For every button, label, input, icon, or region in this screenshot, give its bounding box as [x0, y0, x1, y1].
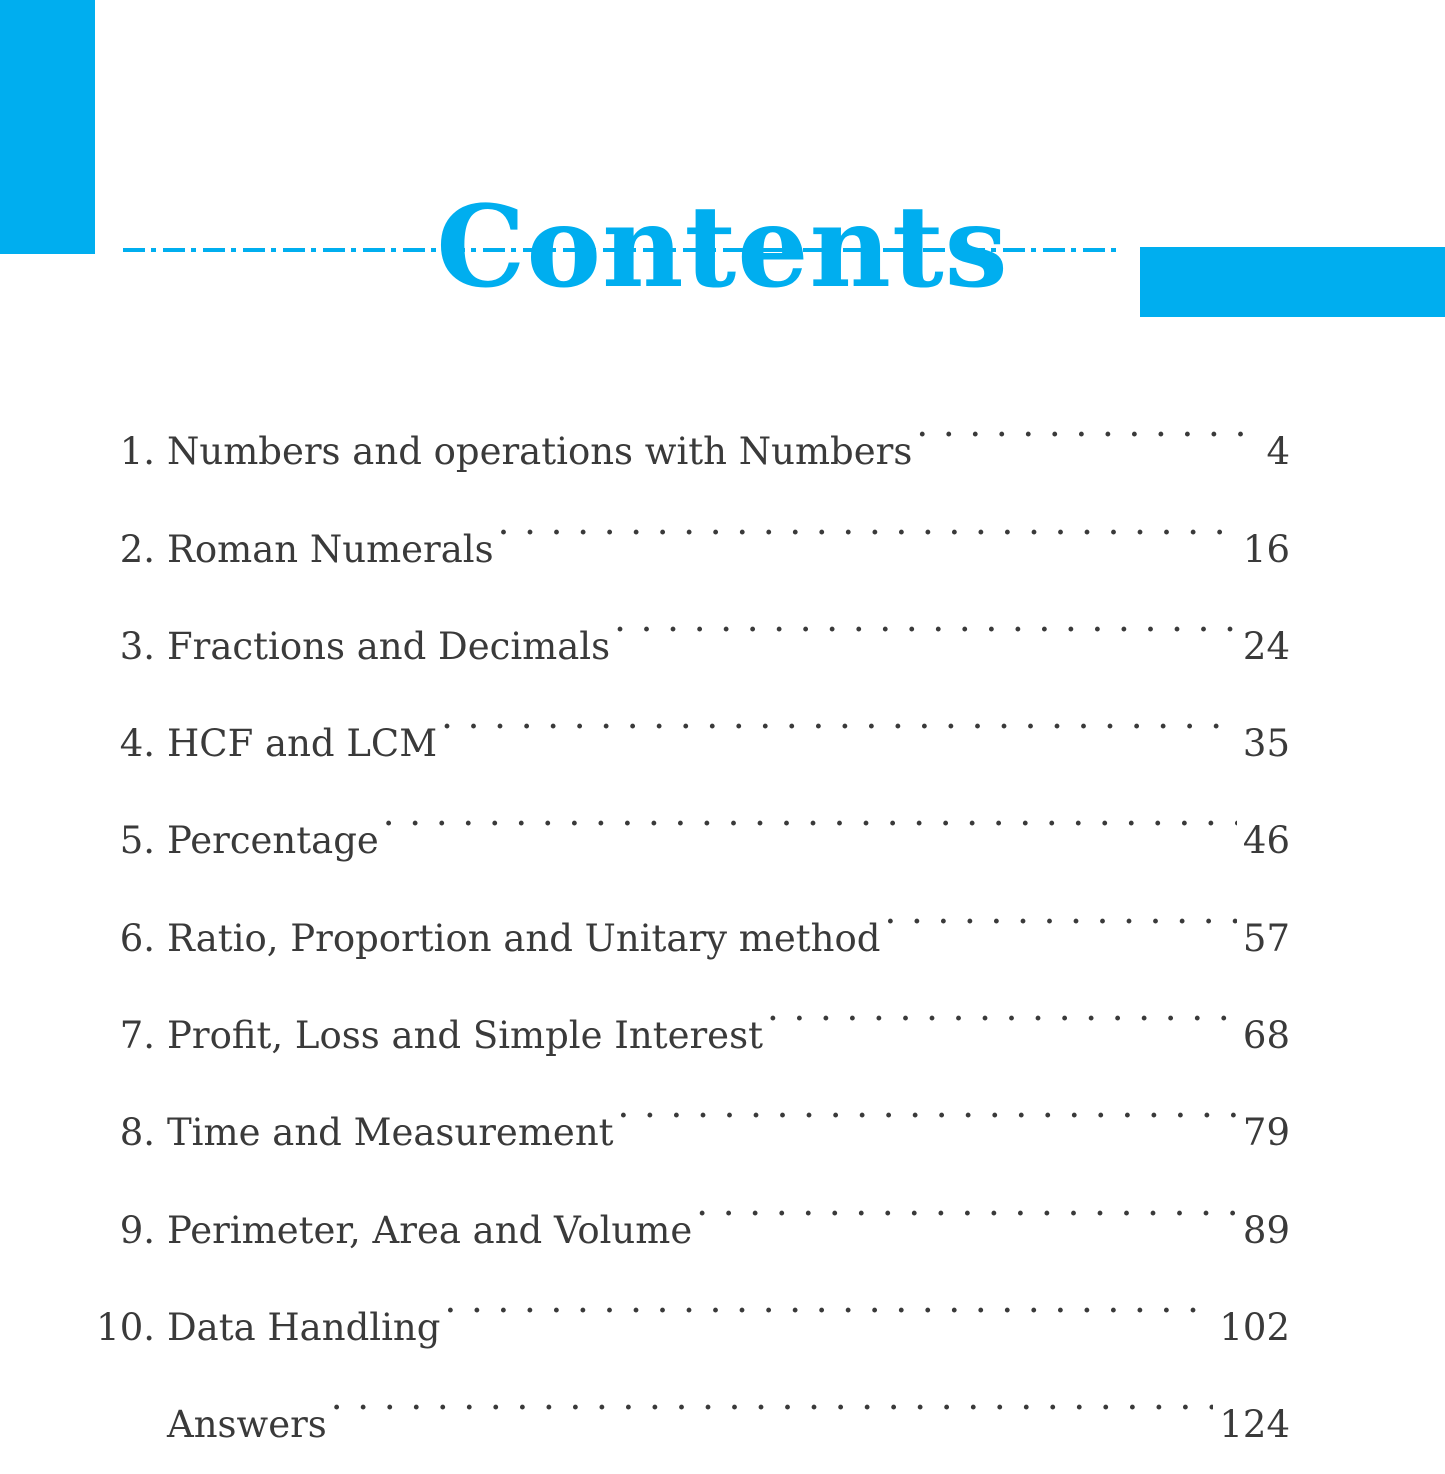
toc-entry-page: 102: [1219, 1305, 1290, 1349]
toc-entry-title: Answers: [167, 1403, 327, 1447]
toc-entry-title: HCF and LCM: [167, 722, 438, 766]
toc-entry-page: 16: [1242, 527, 1290, 571]
toc-entry-title: Time and Measurement: [167, 1111, 614, 1155]
toc-entry-page: 68: [1242, 1014, 1290, 1058]
dot-leader: [618, 1048, 1237, 1145]
toc-entry-title: Percentage: [167, 819, 379, 863]
toc-entry-page: 89: [1242, 1208, 1290, 1252]
toc-entry-number: 5.: [119, 819, 155, 863]
toc-entry-number: 10.: [96, 1305, 155, 1349]
toc-entry-page: 24: [1242, 624, 1290, 668]
toc-entry-page: 35: [1242, 722, 1290, 766]
toc-entry-number: 7.: [119, 1014, 155, 1058]
toc-entry-page: 46: [1242, 819, 1290, 863]
toc-entry-title: Data Handling: [167, 1305, 441, 1349]
dot-leader: [916, 367, 1260, 464]
dot-leader: [331, 1340, 1214, 1437]
toc-entry-number: 3.: [119, 624, 155, 668]
toc-entry-number: 1.: [119, 430, 155, 474]
dot-leader: [498, 464, 1237, 561]
toc-entry-title: Perimeter, Area and Volume: [167, 1208, 693, 1252]
page-title: Contents: [436, 182, 1009, 314]
dot-leader: [767, 951, 1237, 1048]
toc-entry-page: 4: [1266, 430, 1290, 474]
dot-leader: [884, 853, 1236, 950]
toc-entry-page: 57: [1242, 916, 1290, 960]
toc-entry-page: 79: [1242, 1111, 1290, 1155]
table-of-contents: [95, 367, 1290, 1447]
toc-entry-number: 4.: [119, 722, 155, 766]
dot-leader: [614, 562, 1237, 659]
toc-entry-number: 2.: [119, 527, 155, 571]
toc-entry-title: Ratio, Proportion and Unitary method: [167, 916, 881, 960]
dot-leader: [696, 1145, 1237, 1242]
dot-leader: [441, 659, 1237, 756]
toc-entry-number: 6.: [119, 916, 155, 960]
dot-leader: [444, 1243, 1213, 1340]
toc-entry[interactable]: [95, 367, 1290, 474]
toc-entry-page: 124: [1219, 1403, 1290, 1447]
toc-entry-title: Numbers and operations with Numbers: [167, 430, 913, 474]
toc-entry-number: 8.: [119, 1111, 155, 1155]
toc-entry-number: 9.: [119, 1208, 155, 1252]
toc-entry-title: Profit, Loss and Simple Interest: [167, 1014, 763, 1058]
toc-entry-title: Fractions and Decimals: [167, 624, 611, 668]
dot-leader: [383, 756, 1237, 853]
toc-entry-title: Roman Numerals: [167, 527, 494, 571]
